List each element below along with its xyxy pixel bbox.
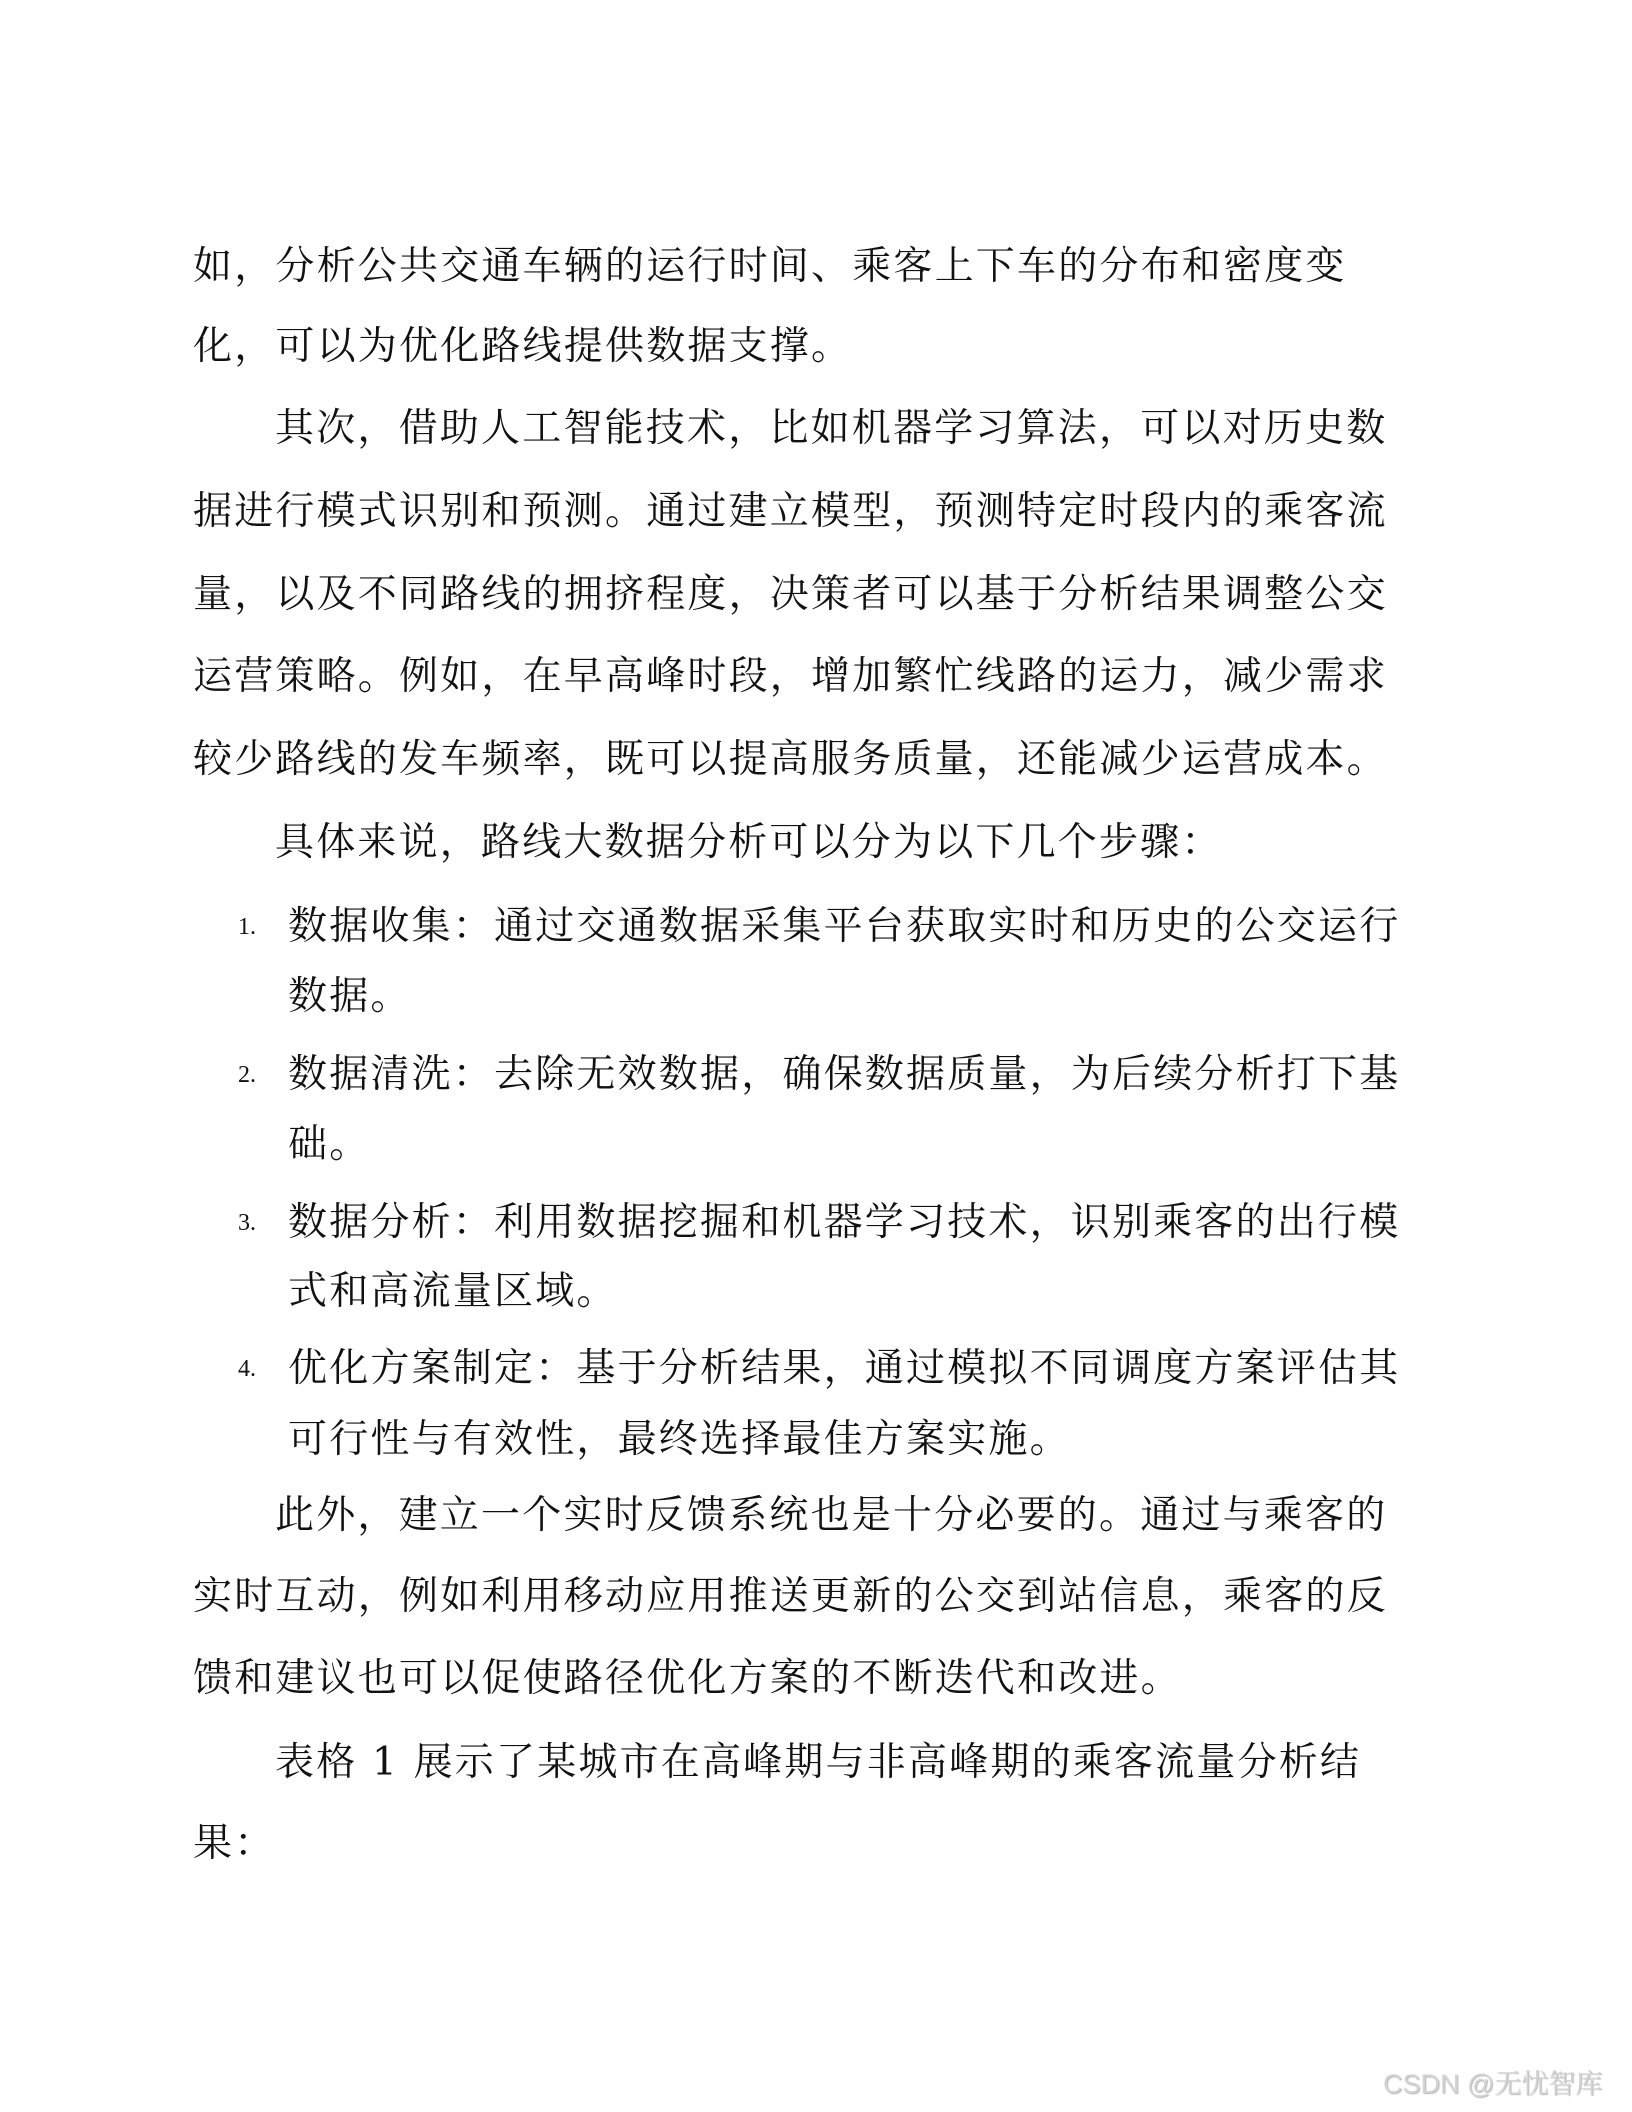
list-item-line-2: 式和高流量区域。 [288,1269,618,1314]
paragraph-2-line-5: 较少路线的发车频率，既可以提高服务质量，还能减少运营成本。 [193,737,1388,782]
list-item-line-2: 础。 [288,1122,371,1167]
list-item-line-1: 数据清洗：去除无效数据，确保数据质量，为后续分析打下基 [288,1052,1401,1097]
paragraph-5-line-2: 果： [193,1821,276,1866]
list-number: 3. [238,1210,256,1236]
paragraph-2-line-4: 运营策略。例如，在早高峰时段，增加繁忙线路的运力，减少需求 [193,654,1388,699]
list-number: 4. [238,1356,256,1382]
paragraph-2-line-3: 量，以及不同路线的拥挤程度，决策者可以基于分析结果调整公交 [193,572,1388,617]
paragraph-2-line-1: 其次，借助人工智能技术，比如机器学习算法，可以对历史数 [275,406,1388,451]
list-number: 2. [238,1062,256,1088]
paragraph-1-line-1: 如，分析公共交通车辆的运行时间、乘客上下车的分布和密度变 [193,244,1347,289]
csdn-watermark: CSDN @无忧智库 [1383,2069,1603,2099]
list-item-line-1: 数据分析：利用数据挖掘和机器学习技术，识别乘客的出行模 [288,1200,1401,1245]
paragraph-4-line-3: 馈和建议也可以促使路径优化方案的不断迭代和改进。 [193,1656,1182,1701]
paragraph-5-line-1: 表格 1 展示了某城市在高峰期与非高峰期的乘客流量分析结 [275,1740,1362,1785]
paragraph-4-line-1: 此外，建立一个实时反馈系统也是十分必要的。通过与乘客的 [275,1493,1388,1538]
list-item-line-2: 可行性与有效性，最终选择最佳方案实施。 [288,1417,1071,1462]
paragraph-4-line-2: 实时互动，例如利用移动应用推送更新的公交到站信息，乘客的反 [193,1574,1388,1619]
list-item-line-1: 优化方案制定：基于分析结果，通过模拟不同调度方案评估其 [288,1346,1401,1391]
paragraph-3-line-1: 具体来说，路线大数据分析可以分为以下几个步骤： [275,820,1223,865]
list-number: 1. [238,914,256,940]
paragraph-1-line-2: 化，可以为优化路线提供数据支撑。 [193,324,853,369]
list-item-line-2: 数据。 [288,974,412,1019]
list-item-line-1: 数据收集：通过交通数据采集平台获取实时和历史的公交运行 [288,904,1401,949]
paragraph-2-line-2: 据进行模式识别和预测。通过建立模型，预测特定时段内的乘客流 [193,489,1388,534]
